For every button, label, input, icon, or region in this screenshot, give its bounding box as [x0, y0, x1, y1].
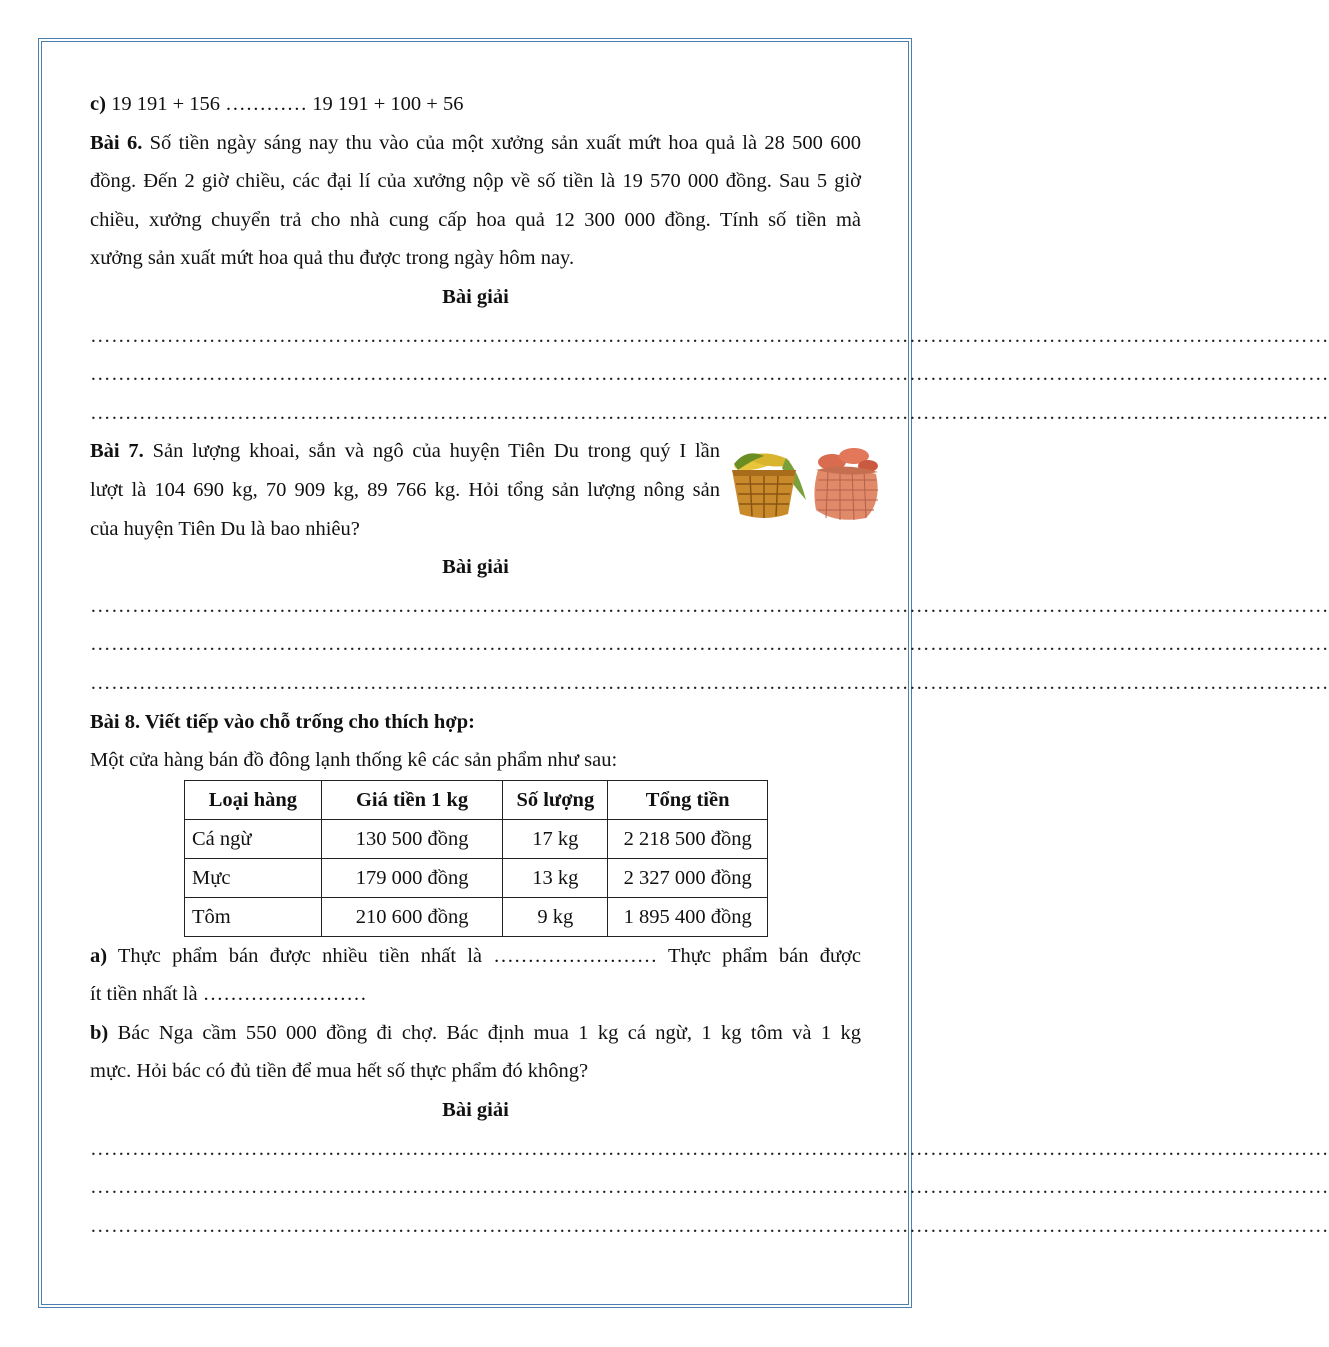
worksheet-content [90, 85, 1329, 1245]
part-a-text: ít tiền nhất là …………………… [90, 983, 367, 1006]
exercise-6-label: Bài 6. [90, 131, 143, 154]
crops-illustration [726, 440, 884, 524]
table-cell: 13 kg [503, 858, 608, 897]
answer-line[interactable]: …………………………………………………………………………………………………………………………………………………………… [90, 633, 1329, 656]
solution-heading: Bài giải [442, 1099, 509, 1122]
exercise-8-intro: Một cửa hàng bán đồ đông lạnh thống kê các sản phẩm như sau: [90, 749, 618, 772]
table-cell: 9 kg [503, 897, 608, 936]
table-cell: 17 kg [503, 819, 608, 858]
answer-line[interactable]: …………………………………………………………………………………………………………………………………………………………… [90, 401, 1329, 424]
part-a-label: a) [90, 944, 108, 967]
basket-and-sack-icon [726, 440, 884, 524]
exercise-5c [90, 85, 861, 124]
column-header: Số lượng [503, 780, 608, 819]
part-c-expression: 19 191 + 156 ………… 19 191 + 100 + 56 [105, 93, 464, 115]
exercise-7-text-line: lượt là 104 690 kg, 70 909 kg, 89 766 kg. Hỏi tổng sản lượng nông sản [90, 478, 720, 501]
exercise-8-heading: Bài 8. Viết tiếp vào chỗ trống cho thích hợp: [90, 710, 475, 733]
table-cell: Cá ngừ [185, 819, 322, 858]
exercise-7-label: Bài 7. [90, 440, 144, 463]
solution-heading: Bài giải [442, 285, 509, 308]
table-cell: Tôm [185, 897, 322, 936]
table-row [185, 858, 768, 897]
part-b-text: mực. Hỏi bác có đủ tiền để mua hết số thực phẩm đó không? [90, 1060, 589, 1083]
exercise-6 [90, 124, 1329, 433]
answer-line[interactable]: …………………………………………………………………………………………………………………………………………………………… [90, 1137, 1329, 1160]
product-table-wrapper [184, 780, 768, 937]
answer-line[interactable]: …………………………………………………………………………………………………………………………………………………………… [90, 363, 1329, 386]
table-cell: 2 218 500 đồng [608, 819, 768, 858]
part-a-text: Thực phẩm bán được nhiều tiền nhất là …………………… Thực phẩm bán được [107, 944, 861, 967]
table-cell: 210 600 đồng [321, 897, 503, 936]
product-table [184, 780, 768, 937]
column-header: Giá tiền 1 kg [321, 780, 503, 819]
part-b-text: Bác Nga cầm 550 000 đồng đi chợ. Bác định mua 1 kg cá ngừ, 1 kg tôm và 1 kg [108, 1021, 861, 1044]
column-header: Loại hàng [185, 780, 322, 819]
answer-line[interactable]: …………………………………………………………………………………………………………………………………………………………… [90, 324, 1329, 347]
part-c-label: c) [90, 93, 106, 115]
exercise-7-text-line: Sản lượng khoai, sắn và ngô của huyện Tiên Du trong quý I lần [143, 440, 720, 463]
exercise-7-text-line: của huyện Tiên Du là bao nhiêu? [90, 517, 360, 540]
column-header: Tổng tiền [608, 780, 768, 819]
table-cell: 1 895 400 đồng [608, 897, 768, 936]
answer-line[interactable]: …………………………………………………………………………………………………………………………………………………………… [90, 1176, 1329, 1199]
part-b-label: b) [90, 1021, 109, 1044]
exercise-8 [90, 703, 1329, 1246]
exercise-6-text-line: chiều, xưởng chuyển trả cho nhà cung cấp hoa quả 12 300 000 đồng. Tính số tiền mà [90, 208, 861, 231]
exercise-6-text-line: xưởng sản xuất mứt hoa quả thu được trong ngày hôm nay. [90, 247, 575, 270]
table-cell: 2 327 000 đồng [608, 858, 768, 897]
answer-line[interactable]: …………………………………………………………………………………………………………………………………………………………… [90, 594, 1329, 617]
exercise-6-text-line: Số tiền ngày sáng nay thu vào của một xưởng sản xuất mứt hoa quả là 28 500 600 [142, 131, 861, 154]
table-cell: 130 500 đồng [321, 819, 503, 858]
table-header-row [185, 780, 768, 819]
answer-line[interactable]: …………………………………………………………………………………………………………………………………………………………… [90, 1214, 1329, 1237]
table-cell: Mực [185, 858, 322, 897]
table-row [185, 819, 768, 858]
solution-heading: Bài giải [442, 556, 509, 579]
table-row [185, 897, 768, 936]
answer-line[interactable]: …………………………………………………………………………………………………………………………………………………………… [90, 671, 1329, 694]
table-cell: 179 000 đồng [321, 858, 503, 897]
exercise-6-text-line: đồng. Đến 2 giờ chiều, các đại lí của xưởng nộp về số tiền là 19 570 000 đồng. Sau 5 giờ [90, 170, 861, 193]
